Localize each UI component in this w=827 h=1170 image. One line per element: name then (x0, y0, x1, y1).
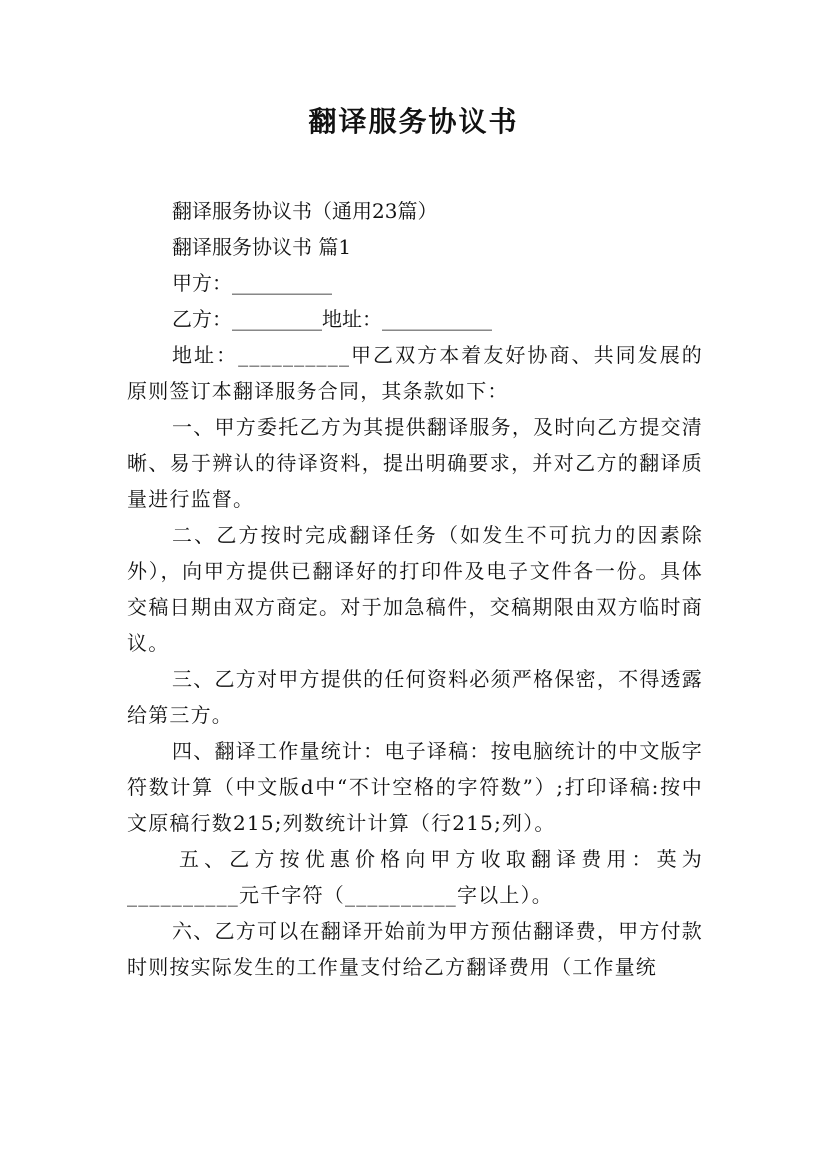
section-heading: 翻译服务协议书 篇1 (172, 235, 352, 259)
document-title: 翻译服务协议书 (308, 105, 519, 138)
document-body (127, 193, 703, 985)
address-paragraph: 地址：__________甲乙双方本着友好协商、共同发展的原则签订本翻译服务合同，其条款如下： (127, 343, 703, 403)
clause-4-paragraph: 四、翻译工作量统计：电子译稿：按电脑统计的中文版字符数计算（中文版d中“不计空格的字符数”）;打印译稿:按中文原稿行数215;列数统计计算（行215;列）。 (127, 739, 703, 835)
clause-3-paragraph: 三、乙方对甲方提供的任何资料必须严格保密，不得透露给第三方。 (127, 667, 703, 727)
clause-2-paragraph: 二、乙方按时完成翻译任务（如发生不可抗力的因素除外），向甲方提供已翻译好的打印件及电子文件各一份。具体交稿日期由双方商定。对于加急稿件，交稿期限由双方临时商议。 (127, 523, 703, 655)
clause-5-paragraph: 五、乙方按优惠价格向甲方收取翻译费用：英为__________元千字符（__________字以上）。 (127, 847, 703, 907)
party-b-line: 乙方：_________地址：___________ (172, 307, 492, 331)
party-a-line: 甲方：__________ (172, 271, 332, 295)
clause-1-paragraph: 一、甲方委托乙方为其提供翻译服务，及时向乙方提交清晰、易于辨认的待译资料，提出明确要求，并对乙方的翻译质量进行监督。 (127, 415, 703, 511)
clause-6-paragraph: 六、乙方可以在翻译开始前为甲方预估翻译费，甲方付款时则按实际发生的工作量支付给乙方翻译费用（工作量统 (127, 919, 703, 979)
subtitle-line: 翻译服务协议书（通用23篇） (172, 199, 438, 223)
